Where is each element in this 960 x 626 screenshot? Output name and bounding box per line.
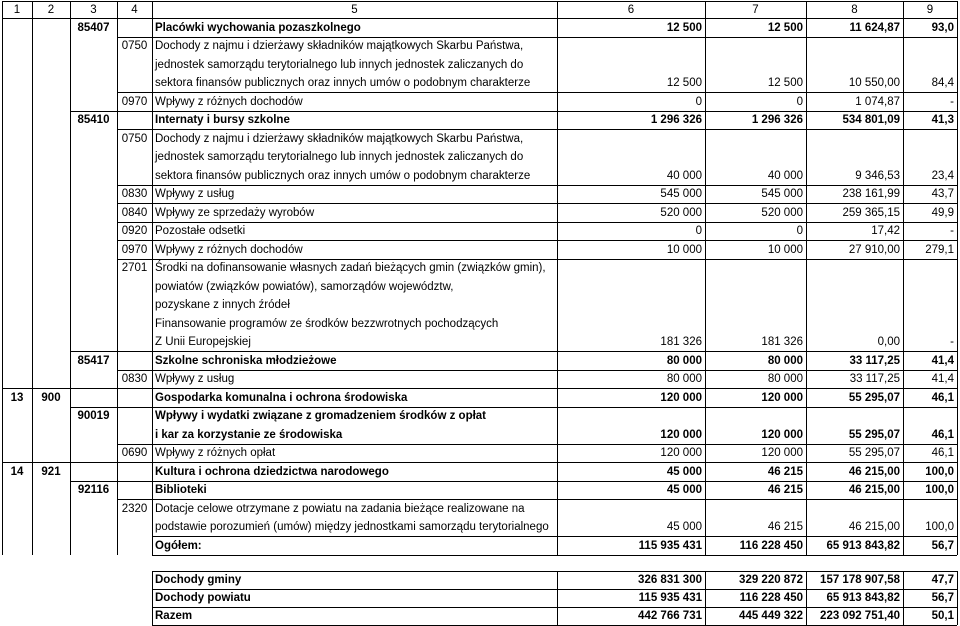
executed-amount: 33 117,25 xyxy=(849,373,900,385)
executed-amount: 55 295,07 xyxy=(848,447,900,459)
column-header: 9 xyxy=(926,3,934,16)
amended-amount: 46 215 xyxy=(767,465,803,478)
column-header: 1 xyxy=(13,3,21,16)
amended-amount: 120 000 xyxy=(761,447,803,459)
amended-amount: 545 000 xyxy=(761,188,803,200)
planned-amount: 45 000 xyxy=(666,465,702,478)
chapter-code: 92116 xyxy=(77,484,110,496)
item-name: Gospodarka komunalna i ochrona środowiska xyxy=(155,391,408,404)
column-border xyxy=(557,571,558,625)
section-code: 921 xyxy=(41,465,61,478)
execution-percent: 46,1 xyxy=(931,428,954,441)
column-border xyxy=(152,571,153,625)
item-name: sektora finansów publicznych oraz innych umów o podobnym charakterze xyxy=(155,169,531,182)
amended-amount: 0 xyxy=(796,225,803,237)
row-border xyxy=(152,536,957,537)
row-border xyxy=(70,407,957,408)
item-name: Wpływy z usług xyxy=(155,188,235,200)
executed-amount: 46 215,00 xyxy=(848,521,900,533)
execution-percent: 23,4 xyxy=(931,169,954,182)
executed-amount: 238 161,99 xyxy=(842,188,900,200)
item-name: Wpływy ze sprzedaży wyrobów xyxy=(155,206,315,219)
row-border xyxy=(70,18,957,19)
executed-amount: 17,42 xyxy=(871,225,900,237)
paragraph-code: 0970 xyxy=(121,95,148,108)
paragraph-code: 0750 xyxy=(121,40,148,52)
summary-percent: 50,1 xyxy=(931,609,954,622)
column-header: 3 xyxy=(90,3,97,16)
column-border xyxy=(152,1,153,555)
executed-amount: 27 910,00 xyxy=(848,243,900,256)
row-border xyxy=(117,222,957,223)
column-border xyxy=(903,1,904,555)
item-name: Kultura i ochrona dziedzictwa narodowego xyxy=(155,465,389,478)
paragraph-code: 0750 xyxy=(121,132,148,145)
column-border xyxy=(957,1,958,555)
paragraph-code: 0840 xyxy=(121,206,148,219)
row-border xyxy=(117,185,957,186)
row-border xyxy=(70,111,957,112)
summary-planned: 442 766 731 xyxy=(638,609,702,622)
planned-amount: 120 000 xyxy=(660,391,702,404)
executed-amount: 259 365,15 xyxy=(842,206,900,219)
planned-amount: 545 000 xyxy=(660,188,702,200)
row-number: 14 xyxy=(10,465,24,478)
executed-amount: 46 215,00 xyxy=(848,484,900,496)
amended-amount: 80 000 xyxy=(767,354,803,367)
planned-amount: 1 296 326 xyxy=(650,114,702,126)
column-header: 2 xyxy=(47,3,55,16)
column-border xyxy=(806,571,807,625)
chapter-code: 85417 xyxy=(77,354,110,367)
column-header: 4 xyxy=(131,3,138,16)
execution-percent: 93,0 xyxy=(931,21,954,34)
column-header: 7 xyxy=(752,3,759,16)
planned-amount: 45 000 xyxy=(666,484,702,496)
item-name: i kar za korzystanie ze środowiska xyxy=(155,428,343,441)
amended-amount: 520 000 xyxy=(761,206,803,219)
execution-percent: 49,9 xyxy=(931,206,954,219)
amended-amount: 46 215 xyxy=(767,521,803,533)
paragraph-code: 0970 xyxy=(121,243,148,256)
summary-amended: 445 449 322 xyxy=(739,609,803,622)
column-header: 6 xyxy=(627,3,635,16)
column-header: 8 xyxy=(851,3,858,16)
execution-percent: 46,1 xyxy=(931,391,954,404)
execution-percent: 41,4 xyxy=(931,354,954,367)
executed-amount: 55 295,07 xyxy=(848,428,900,441)
execution-percent: 43,7 xyxy=(931,188,954,200)
executed-amount: 10 550,00 xyxy=(848,77,900,89)
amended-amount: 0 xyxy=(796,95,803,108)
item-name: Środki na dofinansowanie własnych zadań bieżących gmin (związków gmin), xyxy=(155,262,546,274)
column-border xyxy=(32,1,33,555)
planned-amount: 520 000 xyxy=(660,206,702,219)
planned-amount: 10 000 xyxy=(666,243,702,256)
item-name: Biblioteki xyxy=(155,484,207,496)
row-border xyxy=(117,499,957,500)
column-header: 5 xyxy=(351,3,358,16)
item-name: Wpływy z usług xyxy=(155,373,235,385)
amended-amount: 120 000 xyxy=(761,391,803,404)
item-name: Wpływy z różnych dochodów xyxy=(155,95,303,108)
summary-label: Dochody powiatu xyxy=(155,591,251,604)
executed-amount: 0,00 xyxy=(877,336,900,348)
row-number: 13 xyxy=(10,391,24,404)
item-name: Dotacje celowe otrzymane z powiatu na zadania bieżące realizowane na xyxy=(155,502,525,515)
summary-executed: 223 092 751,40 xyxy=(820,609,900,622)
item-name: Finansowanie programów ze środków bezzwrotnych pochodzących xyxy=(155,317,499,330)
item-name: Placówki wychowania pozaszkolnego xyxy=(155,21,361,34)
planned-amount: 120 000 xyxy=(660,447,702,459)
item-name: Dochody z najmu i dzierżawy składników majątkowych Skarbu Państwa, xyxy=(155,132,524,145)
executed-amount: 33 117,25 xyxy=(849,354,900,367)
amended-amount: 120 000 xyxy=(761,428,803,441)
item-name: pozyskane z innych źródeł xyxy=(155,299,290,311)
executed-amount: 65 913 843,82 xyxy=(826,539,900,552)
item-name: Dochody z najmu i dzierżawy składników majątkowych Skarbu Państwa, xyxy=(155,40,524,52)
item-name: Ogółem: xyxy=(155,539,202,552)
row-border xyxy=(117,240,957,241)
paragraph-code: 0830 xyxy=(121,188,148,200)
item-name: jednostek samorządu terytorialnego lub innych jednostek zaliczanych do xyxy=(155,58,524,71)
item-name: sektora finansów publicznych oraz innych umów o podobnym charakterze xyxy=(155,77,531,89)
execution-percent: 41,3 xyxy=(931,114,954,126)
row-border xyxy=(117,92,957,93)
summary-planned: 326 831 300 xyxy=(638,573,702,586)
planned-amount: 45 000 xyxy=(666,521,702,533)
item-name: powiatów (związków powiatów), samorządów województw, xyxy=(155,280,454,293)
chapter-code: 85407 xyxy=(77,21,110,34)
summary-amended: 329 220 872 xyxy=(739,573,803,586)
execution-percent: 100,0 xyxy=(925,484,954,496)
execution-percent: 100,0 xyxy=(925,465,954,478)
paragraph-code: 0690 xyxy=(121,447,148,459)
execution-percent: - xyxy=(950,95,954,108)
item-name: Wpływy i wydatki związane z gromadzeniem środków z opłat xyxy=(155,410,487,422)
planned-amount: 40 000 xyxy=(666,169,702,182)
row-border xyxy=(70,481,957,482)
column-border xyxy=(705,571,706,625)
summary-percent: 56,7 xyxy=(931,591,954,604)
row-border xyxy=(70,351,957,352)
column-border xyxy=(705,1,706,555)
row-border xyxy=(117,444,957,445)
item-name: Pozostałe odsetki xyxy=(155,225,246,237)
row-border xyxy=(2,388,957,389)
planned-amount: 80 000 xyxy=(666,373,702,385)
summary-amended: 116 228 450 xyxy=(739,591,803,604)
column-border xyxy=(806,1,807,555)
executed-amount: 55 295,07 xyxy=(848,391,900,404)
executed-amount: 1 074,87 xyxy=(855,95,900,108)
execution-percent: 56,7 xyxy=(931,539,954,552)
amended-amount: 1 296 326 xyxy=(751,114,803,126)
row-border xyxy=(117,370,957,371)
planned-amount: 0 xyxy=(695,95,702,108)
summary-executed: 65 913 843,82 xyxy=(826,591,900,604)
execution-percent: - xyxy=(950,225,954,237)
summary-label: Dochody gminy xyxy=(155,573,242,586)
amended-amount: 12 500 xyxy=(767,77,803,89)
execution-percent: - xyxy=(950,336,954,348)
row-border xyxy=(117,259,957,260)
execution-percent: 46,1 xyxy=(931,447,954,459)
planned-amount: 80 000 xyxy=(666,354,702,367)
planned-amount: 12 500 xyxy=(666,21,702,34)
amended-amount: 40 000 xyxy=(767,169,803,182)
summary-planned: 115 935 431 xyxy=(638,591,702,604)
row-border xyxy=(117,203,957,204)
row-border xyxy=(152,625,957,626)
chapter-code: 85410 xyxy=(77,114,110,126)
planned-amount: 181 326 xyxy=(660,336,702,348)
planned-amount: 0 xyxy=(695,225,702,237)
row-border xyxy=(2,462,957,463)
execution-percent: 41,4 xyxy=(931,373,954,385)
item-name: podstawie porozumień (umów) między jednostkami samorządu terytorialnego xyxy=(155,521,549,533)
section-code: 900 xyxy=(41,391,61,404)
planned-amount: 115 935 431 xyxy=(638,539,702,552)
summary-label: Razem xyxy=(155,609,193,622)
executed-amount: 11 624,87 xyxy=(849,21,900,34)
summary-percent: 47,7 xyxy=(931,573,954,586)
executed-amount: 46 215,00 xyxy=(848,465,900,478)
execution-percent: 100,0 xyxy=(925,521,954,533)
item-name: Wpływy z różnych opłat xyxy=(155,447,276,459)
row-border xyxy=(117,37,957,38)
executed-amount: 534 801,09 xyxy=(842,114,900,126)
paragraph-code: 2701 xyxy=(121,262,148,274)
column-border xyxy=(903,571,904,625)
column-border xyxy=(957,571,958,625)
amended-amount: 116 228 450 xyxy=(739,539,803,552)
row-border xyxy=(117,129,957,130)
item-name: Internaty i bursy szkolne xyxy=(155,114,290,126)
chapter-code: 90019 xyxy=(77,410,110,422)
row-border xyxy=(152,571,957,572)
amended-amount: 181 326 xyxy=(761,336,803,348)
execution-percent: 84,4 xyxy=(931,77,954,89)
item-name: Z Unii Europejskiej xyxy=(155,336,251,348)
paragraph-code: 0920 xyxy=(121,225,148,237)
paragraph-code: 2320 xyxy=(121,502,148,515)
summary-executed: 157 178 907,58 xyxy=(820,573,900,586)
amended-amount: 46 215 xyxy=(767,484,803,496)
row-border xyxy=(152,589,957,590)
column-border xyxy=(2,1,3,555)
amended-amount: 80 000 xyxy=(767,373,803,385)
paragraph-code: 0830 xyxy=(121,373,148,385)
amended-amount: 12 500 xyxy=(767,21,803,34)
item-name: Wpływy z różnych dochodów xyxy=(155,243,303,256)
planned-amount: 120 000 xyxy=(660,428,702,441)
execution-percent: 279,1 xyxy=(925,243,954,256)
item-name: jednostek samorządu terytorialnego lub innych jednostek zaliczanych do xyxy=(155,151,524,163)
amended-amount: 10 000 xyxy=(767,243,803,256)
row-border xyxy=(152,607,957,608)
planned-amount: 12 500 xyxy=(666,77,702,89)
column-border xyxy=(70,1,71,555)
item-name: Szkolne schroniska młodzieżowe xyxy=(155,354,337,367)
column-border xyxy=(557,1,558,555)
column-border xyxy=(117,1,118,555)
executed-amount: 9 346,53 xyxy=(855,169,900,182)
